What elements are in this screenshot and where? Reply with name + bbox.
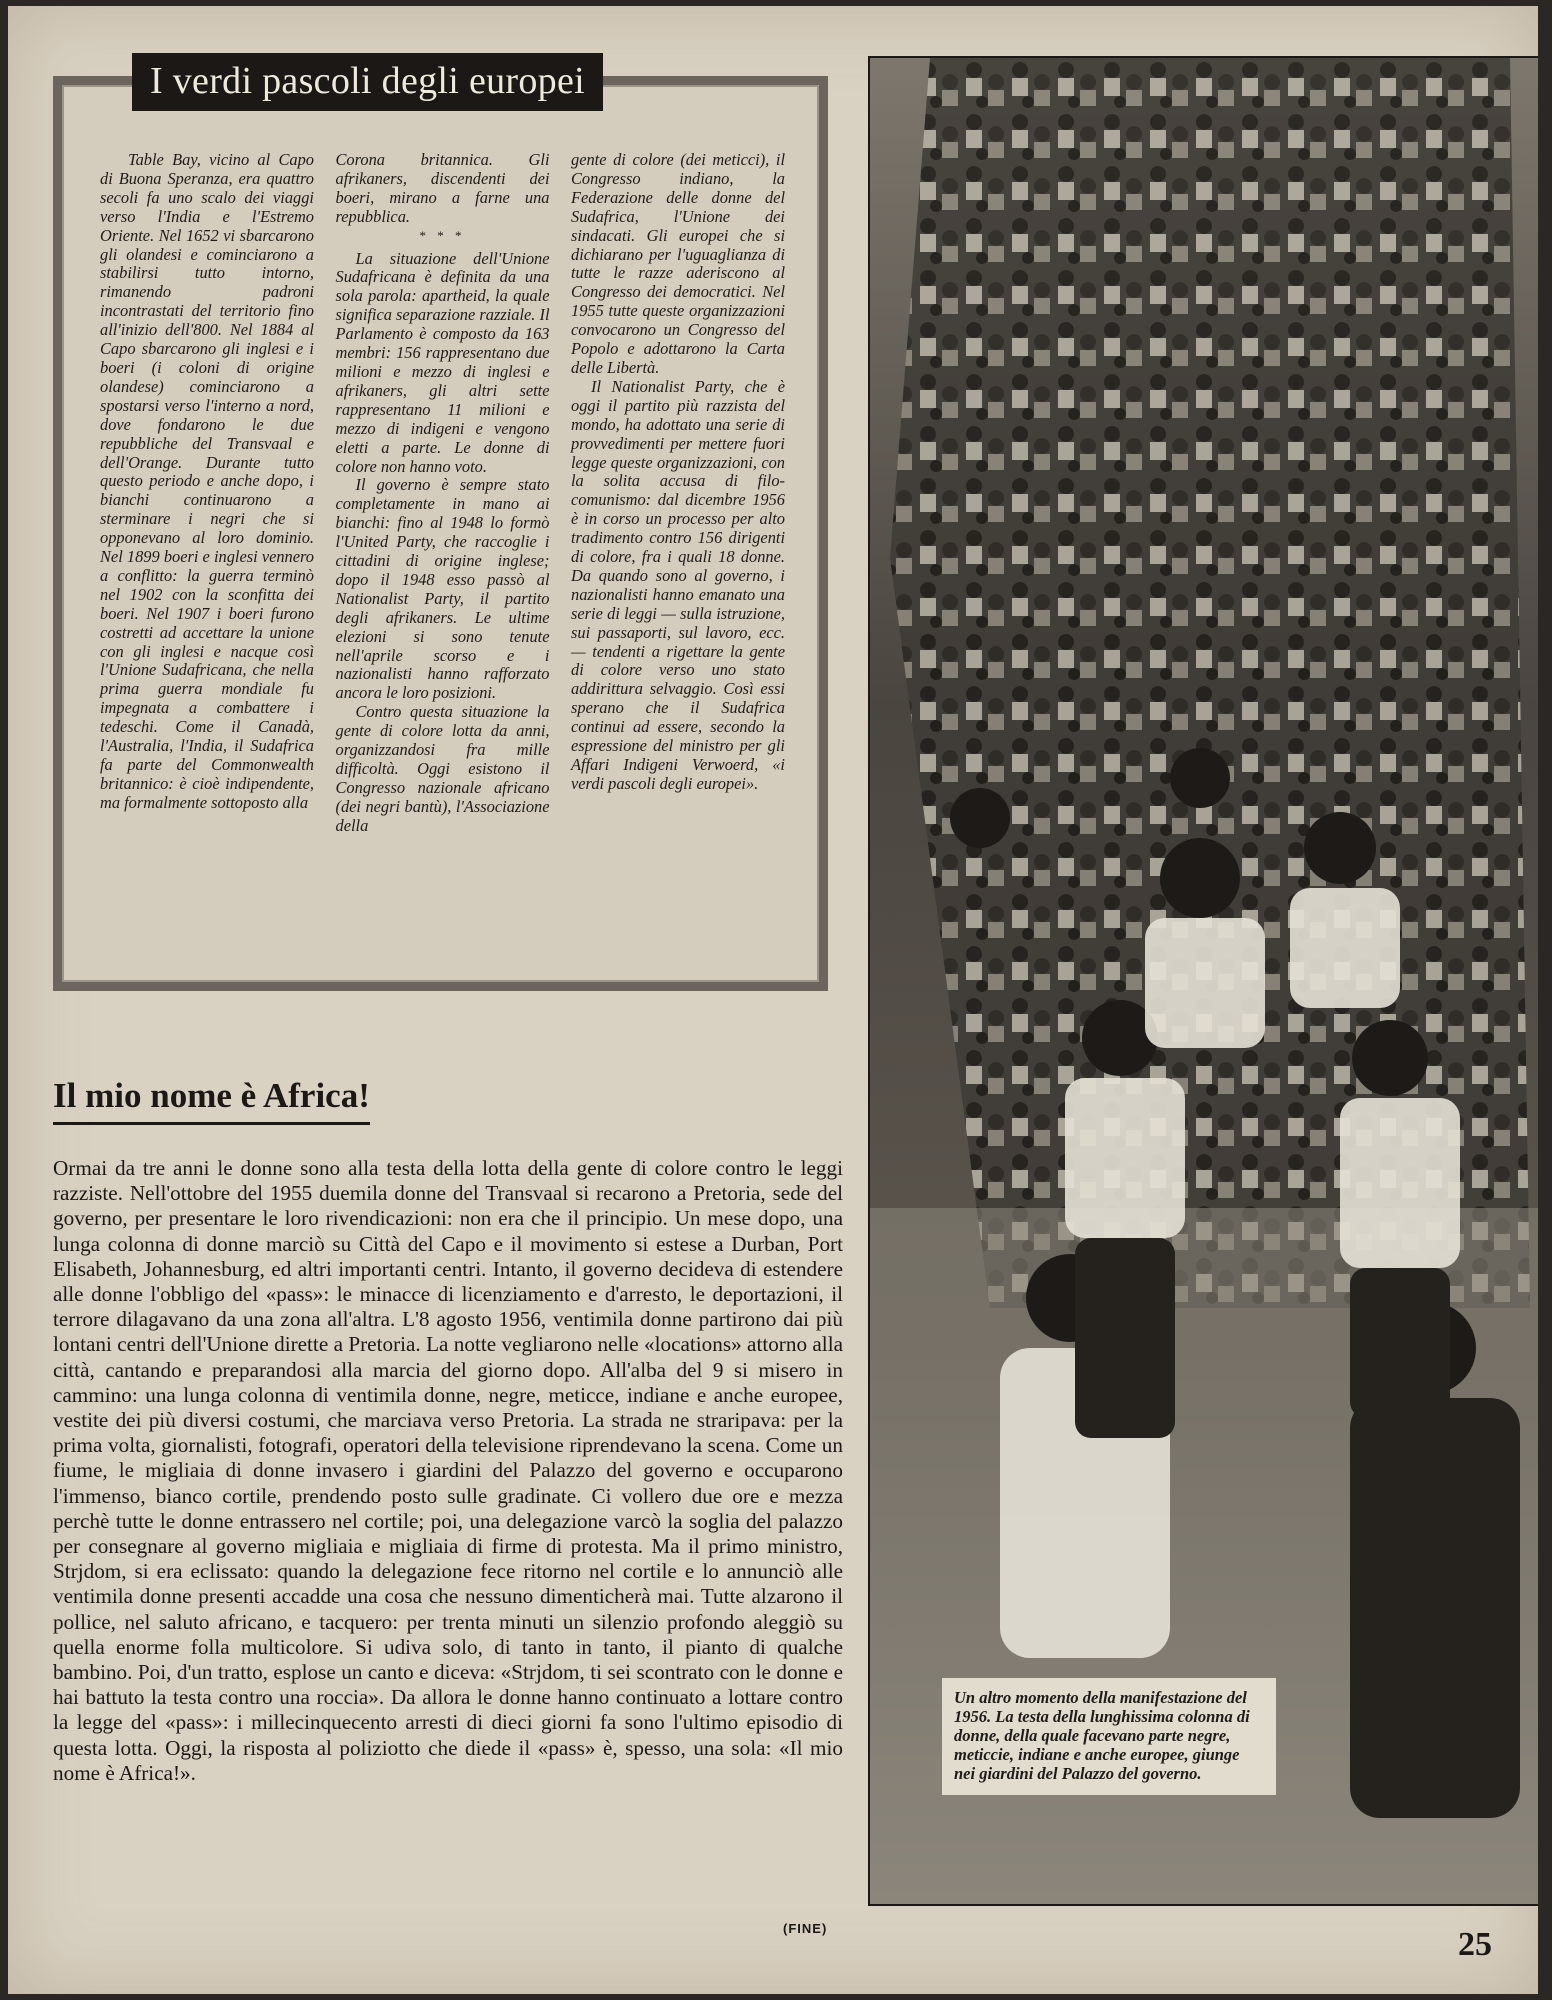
sidebar-column-2 [336,151,550,951]
sidebar-box [53,60,828,991]
sidebar-paragraph: La situazione dell'Unione Sudafricana è definita da una sola parola: apartheid, la quale significa separazione razziale. Il Parlamento è composto da 163 membri: 156 rappresentano due milioni e mezzo di inglesi e afrikaners, gli altri sette rappresentano 11 milioni e mezzo di indigeni e vengono eletti a parte. Le donne di colore non hanno voto. [335,248,550,476]
crowd-photo-illustration [870,58,1538,1906]
sidebar-paragraph: Il governo è sempre stato completamente in mano ai bianchi: fino al 1948 lo formò l'United Party, che raccoglie i cittadini di origine inglese; dopo il 1948 esso passò al Nationalist Party, il partito degli afrikaners. Le ultime elezioni si sono tenute nell'aprile scorso e i nazionalisti hanno rafforzato ancora le loro posizioni. [335,475,550,703]
sidebar-paragraph: Il Nationalist Party, che è oggi il partito più razzista del mondo, ha adottato una serie di provvedimenti per mettere fuori legge queste organizzazioni, con la solita accusa di filo-comunismo: dal dicembre 1956 è in corso un processo per alto tradimento contro 156 dirigenti di colore, fra i quali 18 donne. Da quando sono al governo, i nazionalisti hanno emanato una serie di leggi — sulla istruzione, sui passaporti, sul lavoro, ecc. — tendenti a rigettare la gente di colore verso uno stato addirittura selvaggio. Così essi sperano che il Sudafrica continui ad essere, secondo la espressione del ministro per gli Affari Indigeni Verwoerd, «i verdi pascoli degli europei». [571,376,785,793]
page-number: 25 [1458,1926,1492,1963]
sidebar-paragraph: gente di colore (dei meticci), il Congresso indiano, la Federazione delle donne del Sudafrica, l'Unione dei sindacati. Gli europei che si dichiarano per l'uguaglianza di tutte le razze aderiscono al Congresso dei democratici. Nel 1955 tutte queste organizzazioni convocarono un Congresso del Popolo e adottarono la Carta delle Libertà. [571,150,785,377]
sidebar-paragraph: Corona britannica. Gli afrikaners, discendenti dei boeri, mirano a farne una repubblica. [335,150,550,226]
crowd-photo [868,56,1538,1906]
sidebar-paragraph: Table Bay, vicino al Capo di Buona Speranza, era quattro secoli fa uno scalo dei viaggi verso l'India e l'Estremo Oriente. Nel 1652 vi sbarcarono gli olandesi e cominciarono a stabilirsi tutto intorno, rimanendo padroni incontrastati del territorio fino all'inizio dell'800. Nel 1884 al Capo sbarcarono gli inglesi e i boeri (i coloni di origine olandese) cominciarono a spostarsi verso l'interno a nord, dove fondarono le due repubbliche del Transvaal e dell'Orange. Durante tutto questo periodo e anche dopo, i bianchi continuarono a sterminare i negri che si opponevano al loro dominio. Nel 1899 boeri e inglesi vennero a conflitto: la guerra terminò nel 1902 con la sconfitta dei boeri. Nel 1907 i boeri furono costretti ad accettare la unione con gli inglesi e nacque così l'Unione Sudafricana, che nella prima guerra mondiale fu impegnata a combattere i tedeschi. Come il Canadà, l'Australia, l'India, il Sudafrica fa parte del Commonwealth britannico: è cioè indipendente, ma formalmente sottoposto alla [100,150,314,812]
sidebar-paragraph: Contro questa situazione la gente di colore lotta da anni, organizzandosi fra mille difficoltà. Oggi esistono il Congresso nazionale africano (dei negri bantù), l'Associazione della [335,702,550,835]
sidebar-column-3 [571,151,785,951]
article-headline: Il mio nome è Africa! [53,1076,370,1125]
end-mark: (FINE) [783,1921,828,1936]
magazine-page [8,6,1538,1994]
sidebar-title: I verdi pascoli degli europei [132,53,603,111]
article-body [53,1156,843,1786]
sidebar-columns [100,151,785,951]
section-separator: * * * [419,227,466,243]
article-paragraph: Ormai da tre anni le donne sono alla testa della lotta della gente di colore contro le leggi razziste. Nell'ottobre del 1955 duemila donne del Transvaal si recarono a Pretoria, sede del governo, per presentare le loro rivendicazioni: non era che il principio. Un mese dopo, una lunga colonna di donne marciò su Città del Capo e il movimento si estese a Durban, Port Elisabeth, Johannesburg, ed altri importanti centri. Intanto, il governo decideva di estendere alle donne l'obbligo del «pass»: le minacce di licenziamento e d'arresto, le deportazioni, il terrore dilagavano da una zona all'altra. L'8 agosto 1956, ventimila donne partirono dai più lontani centri dell'Unione dirette a Pretoria. La notte vegliarono nelle «locations» attorno alla città, cantando e preparandosi alla marcia del giorno dopo. All'alba del 9 si misero in cammino: una lunga colonna di ventimila donne, negre, meticce, indiane e anche europee, vestite dei più diversi costumi, che marciava verso Pretoria. La strada ne straripava: per la prima volta, giornalisti, fotografi, operatori della televisione riprendevano la scena. Come un fiume, le migliaia di donne invasero i giardini del Palazzo del governo e occuparono l'immenso, bianco cortile, prendendo posto sulle gradinate. Ci vollero due ore e mezza perchè tutte le donne entrassero nel cortile; poi, una delegazione varcò la soglia del palazzo per consegnare al governo migliaia e migliaia di firme di protesta. Ma il primo ministro, Strjdom, si era eclissato: quando la delegazione fece ritorno nel cortile e lo annunciò alle ventimila donne presenti accadde una cosa che nessuno dimenticherà mai. Tutte alzarono il pollice, nel saluto africano, e tacquero: per trenta minuti un silenzio profondo aleggiò su quella enorme folla multicolore. Si udiva solo, di tanto in tanto, il pianto di qualche bambino. Poi, d'un tratto, esplose un canto e diceva: «Strjdom, ti sei scontrato con le donne e hai battuto la testa contro una roccia». Da allora le donne hanno continuato a lottare contro la legge del «pass»: i millecinquecento arresti di dieci giorni fa sono l'ultimo episodio di questa lotta. Oggi, la risposta al poliziotto che diede il «pass» è, spesso, una sola: «Il mio nome è Africa!». [53,1156,843,1785]
photo-caption: Un altro momento della manifestazione del 1956. La testa della lunghissima colonna di donne, della quale facevano parte negre, meticcie, indiane e anche europee, giunge nei giardini del Palazzo del governo. [942,1678,1276,1795]
sidebar-column-1 [100,151,314,951]
